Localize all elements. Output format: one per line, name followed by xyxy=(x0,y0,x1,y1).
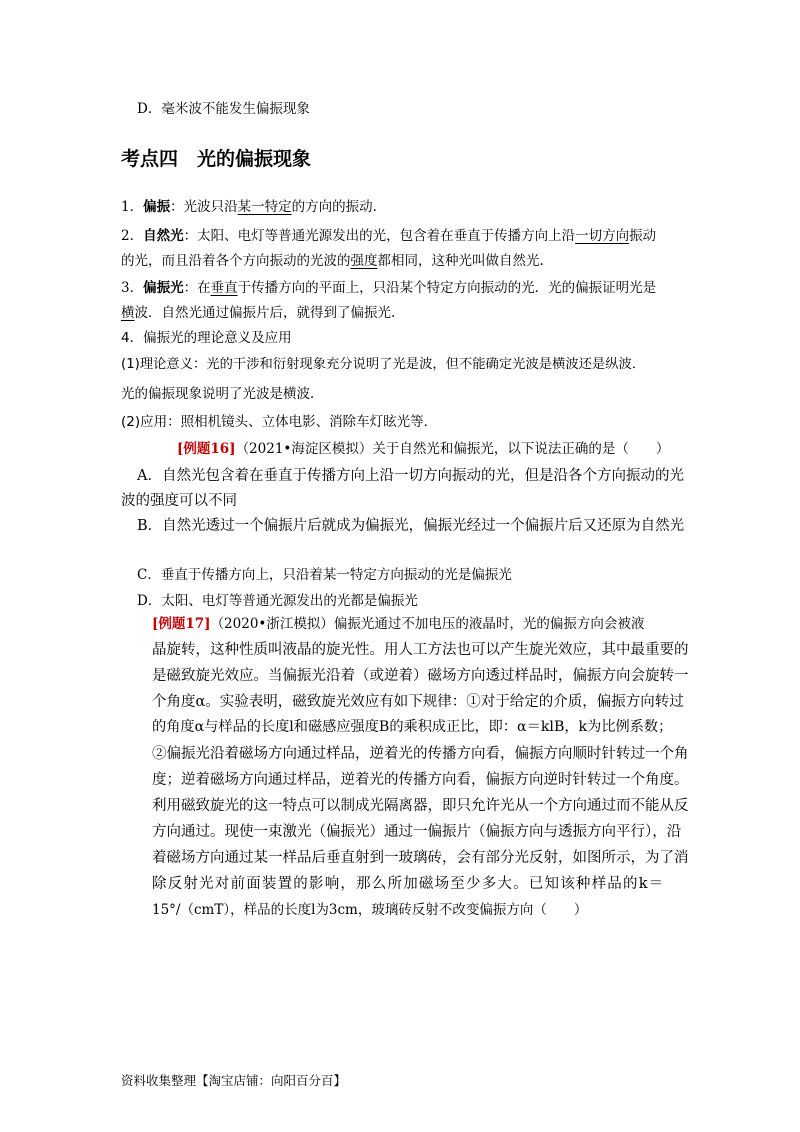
example-17-line-11: 除反射光对前面装置的影响，那么所加磁场至少多大。已知该种样品的k＝ xyxy=(152,876,665,892)
point-3-text-b: 于传播方向的平面上，只沿某个特定方向振动的光．光的偏振证明光是 xyxy=(237,280,657,296)
point-2-text-a: ：太阳、电灯等普通光源发出的光，包含着在垂直于传播方向上沿 xyxy=(183,228,576,244)
point-1-underline: 某一特定 xyxy=(237,199,292,215)
point-2-underline-2: 强度 xyxy=(350,253,378,269)
point-1-num: 1． xyxy=(121,199,144,215)
example-16-question: （2021•海淀区模拟）关于自然光和偏振光，以下说法正确的是（ ） xyxy=(235,441,670,457)
example-17-line-8: 利用磁致旋光的这一特点可以制成光隔离器，即只允许光从一个方向通过而不能从反 xyxy=(152,798,689,814)
point-4: 4．偏振光的理论意义及应用 xyxy=(121,330,292,346)
point-3-line-2 xyxy=(121,301,395,321)
example-16-tag: [例题16] xyxy=(177,441,236,457)
previous-option-d: D．毫米波不能发生偏振现象 xyxy=(137,101,310,117)
example-17-line-1 xyxy=(152,612,644,632)
point-2-underline-1: 一切方向 xyxy=(575,228,630,244)
example-16-stem xyxy=(177,437,669,457)
point-3-text-c: 波．自然光通过偏振片后，就得到了偏振光. xyxy=(134,305,396,321)
point-3-term: 偏振光 xyxy=(143,280,184,296)
example-17-line-3: 是磁致旋光效应。当偏振光沿着（或逆着）磁场方向透过样品时，偏振方向会旋转一 xyxy=(152,668,689,684)
point-2-text-c: 的光，而且沿着各个方向振动的光波的 xyxy=(121,253,351,269)
example-16-option-d: D．太阳、电灯等普通光源发出的光都是偏振光 xyxy=(137,593,418,609)
point-2-text-b: 振动 xyxy=(629,228,657,244)
point-2-line-1 xyxy=(121,224,656,244)
example-17-line-6: ②偏振光沿着磁场方向通过样品，逆着光的传播方向看，偏振方向顺时针转过一个角 xyxy=(152,746,689,762)
theory-meaning-line-1: (1)理论意义：光的干涉和衍射现象充分说明了光是波，但不能确定光波是横波还是纵波． xyxy=(121,357,646,372)
point-1-term: 偏振 xyxy=(143,199,171,215)
point-1-rest: 的方向的振动. xyxy=(291,199,377,215)
example-17-line-4: 个角度α。实验表明，磁致旋光效应有如下规律：①对于给定的介质，偏振方向转过 xyxy=(152,694,684,710)
example-17-line-7: 度；逆着磁场方向通过样品，逆着光的传播方向看，偏振方向逆时针转过一个角度。 xyxy=(152,772,689,788)
example-16-option-c: C．垂直于传播方向上，只沿着某一特定方向振动的光是偏振光 xyxy=(137,567,512,583)
point-2-term: 自然光 xyxy=(143,228,184,244)
example-17-intro: （2020•浙江模拟）偏振光通过不加电压的液晶时，光的偏振方向会被液 xyxy=(210,616,645,632)
example-17-line-2: 晶旋转，这种性质叫液晶的旋光性。用人工方法也可以产生旋光效应，其中最重要的 xyxy=(152,642,689,658)
example-17-line-10: 着磁场方向通过某一样品后垂直射到一玻璃砖，会有部分光反射，如图所示，为了消 xyxy=(152,850,689,866)
section-title: 考点四 光的偏振现象 xyxy=(121,148,312,170)
point-3-underline-2: 横 xyxy=(121,305,135,321)
point-3-underline-1: 垂直 xyxy=(210,280,238,296)
example-16-option-a-line-2: 波的强度可以不同 xyxy=(121,493,237,509)
point-2-line-2 xyxy=(121,249,544,269)
point-3-text-a: ：在 xyxy=(183,280,211,296)
example-16-option-a-line-1: A．自然光包含着在垂直于传播方向上沿一切方向振动的光，但是沿各个方向振动的光 xyxy=(137,468,684,484)
application: (2)应用：照相机镜头、立体电影、消除车灯眩光等． xyxy=(121,414,438,430)
point-2-num: 2． xyxy=(121,228,144,244)
point-1-text: ：光波只沿 xyxy=(170,199,238,215)
theory-meaning-line-2: 光的偏振现象说明了光波是横波． xyxy=(121,386,324,402)
point-3-line-1 xyxy=(121,276,656,296)
example-17-line-5: 的角度α与样品的长度l和磁感应强度B的乘积成正比，即：α＝klB，k为比例系数； xyxy=(152,719,673,735)
example-17-line-9: 方向通过。现使一束激光（偏振光）通过一偏振片（偏振方向与透振方向平行），沿 xyxy=(152,824,682,840)
point-1 xyxy=(121,195,377,215)
point-2-text-d: 都相同，这种光叫做自然光. xyxy=(377,253,544,269)
page-footer: 资料收集整理【淘宝店铺：向阳百分百】 xyxy=(121,1073,347,1088)
example-16-option-b: B．自然光透过一个偏振片后就成为偏振光，偏振光经过一个偏振片后又还原为自然光 xyxy=(137,518,685,534)
example-17-tag: [例题17] xyxy=(152,616,211,632)
example-17-line-12: 15°/（cmT），样品的长度l为3cm，玻璃砖反射不改变偏振方向（ ） xyxy=(152,902,588,918)
point-3-num: 3． xyxy=(121,280,144,296)
